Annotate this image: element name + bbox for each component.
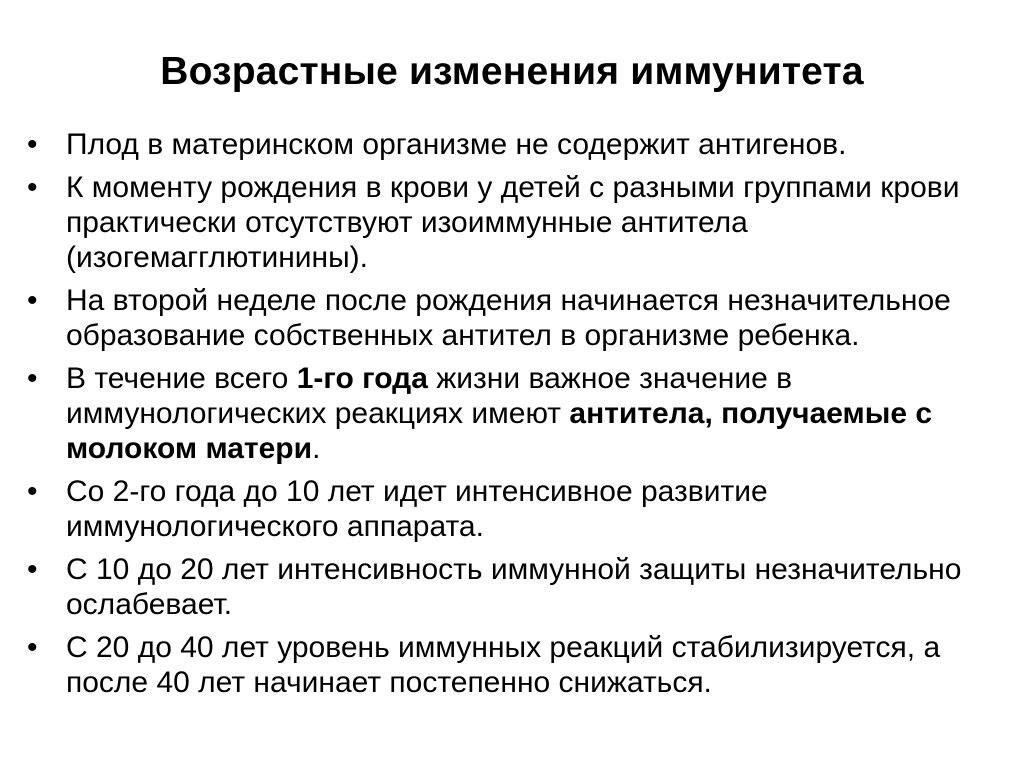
bullet-text-segment: Плод в материнском организме не содержит антигенов. bbox=[66, 128, 847, 161]
bullet-text-segment: С 10 до 20 лет интенсивность иммунной защиты незначительно ослабевает. bbox=[66, 553, 962, 621]
bullet-marker: • bbox=[27, 362, 38, 395]
bullet-text bbox=[66, 171, 959, 274]
bullet-item bbox=[0, 361, 1024, 466]
bullet-text bbox=[66, 362, 932, 465]
bullet-marker: • bbox=[27, 128, 38, 161]
bullet-marker: • bbox=[27, 631, 38, 664]
bullet-item bbox=[0, 283, 1024, 353]
bullet-marker: • bbox=[27, 171, 38, 204]
bullet-text bbox=[66, 475, 768, 543]
bullet-text bbox=[66, 284, 951, 352]
bullet-text bbox=[66, 631, 940, 699]
bullet-marker: • bbox=[27, 284, 38, 317]
bullet-text-emphasis: 1-го года bbox=[296, 362, 428, 395]
bullet-item bbox=[0, 552, 1024, 622]
slide-title: Возрастные изменения иммунитета bbox=[160, 50, 864, 93]
bullet-item bbox=[0, 127, 1024, 162]
bullet-text-emphasis: антитела, получаемые с молоком матери bbox=[66, 397, 933, 465]
bullet-item bbox=[0, 170, 1024, 275]
bullet-marker: • bbox=[27, 475, 38, 508]
bullet-text-segment: С 20 до 40 лет уровень иммунных реакций стабилизируется, а после 40 лет начинает постепенно снижаться. bbox=[66, 631, 941, 699]
bullet-item bbox=[0, 474, 1024, 544]
bullet-text bbox=[66, 128, 846, 161]
bullet-text-segment: В течение всего bbox=[66, 362, 297, 395]
bullet-text-segment: Со 2-го года до 10 лет идет интенсивное развитие иммунологического аппарата. bbox=[66, 475, 768, 543]
bullet-text bbox=[66, 553, 961, 621]
bullet-text-segment: жизни важное значение в иммунологических реакциях имеют bbox=[66, 362, 793, 430]
bullet-item bbox=[0, 630, 1024, 700]
bullet-marker: • bbox=[27, 553, 38, 586]
bullet-list bbox=[0, 127, 1024, 708]
bullet-text-segment: На второй неделе после рождения начинается незначительное образование собственных антител в организме ребенка. bbox=[66, 284, 951, 352]
bullet-text-segment: . bbox=[312, 432, 321, 465]
bullet-text-segment: К моменту рождения в крови у детей с разными группами крови практически отсутствуют изоиммунные антитела (изогемагглютинины). bbox=[66, 171, 960, 274]
